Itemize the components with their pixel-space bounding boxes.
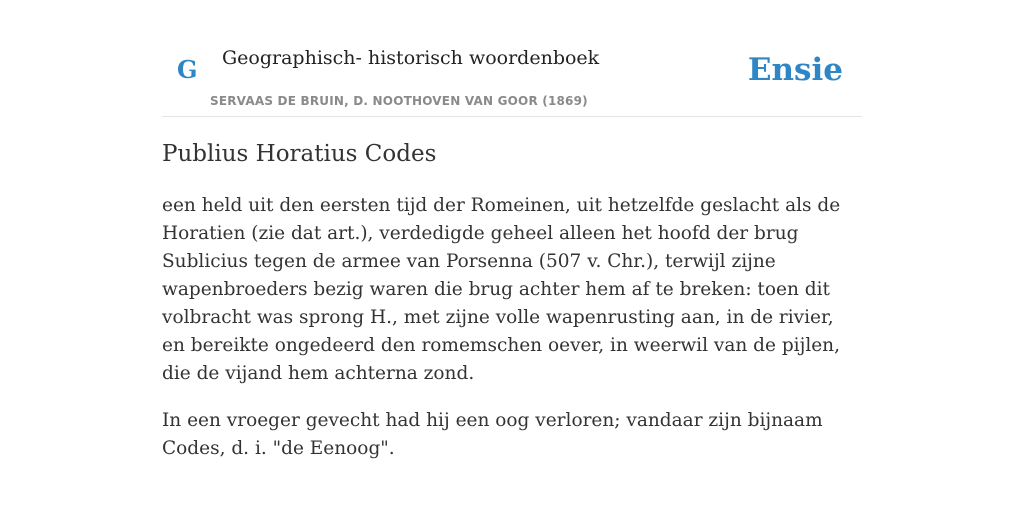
book-letter-icon[interactable]: G — [177, 55, 198, 84]
entry-body — [162, 192, 862, 482]
entry-paragraph: In een vroeger gevecht had hij een oog verloren; vandaar zijn bijnaam Codes, d. i. "de Eenoog". — [162, 410, 823, 459]
ensie-logo-link[interactable]: Ensie — [747, 52, 843, 88]
book-header — [162, 0, 862, 117]
entry-paragraph: een held uit den eersten tijd der Romeinen, uit hetzelfde geslacht als de Horatien (zie dat art.), verdedigde geheel alleen het hoofd der brug Sublicius tegen de armee van Porsenna (507 v. Chr.), terwijl zijne wapenbroeders bezig waren die brug achter hem af te breken: toen dit volbracht was sprong H., met zijne volle wapenrusting aan, in de rivier, en bereikte ongedeerd den romemschen oever, in weerwil van de pijlen, die de vijand hem achterna zond. — [162, 195, 841, 384]
book-authors: SERVAAS DE BRUIN, D. NOOTHOVEN VAN GOOR (1869) — [210, 94, 588, 108]
book-title-link[interactable]: Geographisch- historisch woordenboek — [222, 47, 600, 69]
entry-title: Publius Horatius Codes — [162, 141, 437, 167]
